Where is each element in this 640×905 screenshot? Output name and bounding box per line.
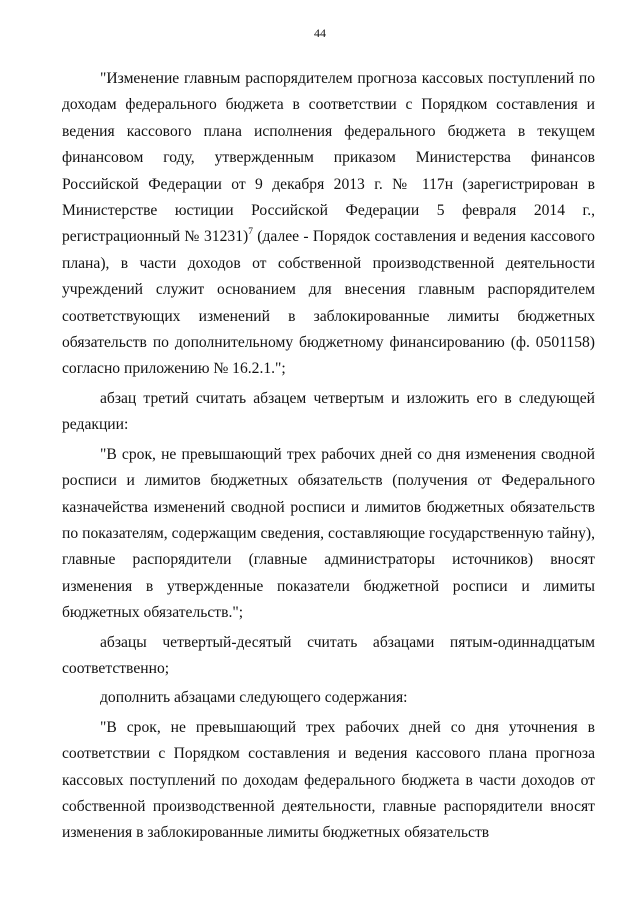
paragraph-5: дополнить абзацами следующего содержания: xyxy=(100,689,408,707)
paragraph-1-text: "Изменение главным распорядителем прогноза кассовых поступлений по доходам федерального бюджета в соответствии с Порядком составления и ведения кассового плана исполнения федерального бюджета в текущем финансовом году, утвержденным приказом Министерства финансов Российской Федерации от 9 декабря 2013 г. № 117н (зарегистрирован в Министерстве юстиции Российской Федерации 5 февраля 2014 г., регистрационный № 31231) xyxy=(62,70,595,246)
paragraph-6: "В срок, не превышающий трех рабочих дней со дня уточнения в соответствии с Порядком составления и ведения кассового плана прогноза кассовых поступлений по доходам федерального бюджета в части доходов от собственной производственной деятельности, главные распорядители вносят изменения в заблокированные лимиты бюджетных обязательств xyxy=(62,718,595,842)
paragraph-2: абзац третий считать абзацем четвертым и изложить его в следующей редакции: xyxy=(62,389,595,434)
document-body xyxy=(62,66,595,847)
paragraph-1 xyxy=(62,66,595,383)
paragraph-3: "В срок, не превышающий трех рабочих дней со дня изменения сводной росписи и лимитов бюджетных обязательств (получения от Федерального казначейства изменений сводной росписи и лимитов бюджетных обязательств по показателям, содержащим сведения, составляющие государственную тайну), главные распорядители (главные администраторы источников) вносят изменения в утвержденные показатели бюджетной росписи и лимиты бюджетных обязательств."; xyxy=(62,445,595,622)
page-number: 44 xyxy=(314,26,326,40)
paragraph-4: абзацы четвертый-десятый считать абзацами пятым-одиннадцатым соответственно; xyxy=(62,633,595,677)
paragraph-1-text-continued: (далее - Порядок составления и ведения кассового плана), в части доходов от собственной производственной деятельности учреждений служит основанием для внесения главным распорядителем соответствующих изменений в заблокированные лимиты бюджетных обязательств по дополнительному бюджетному финансированию (ф. 0501158) согласно приложению № 16.2.1."; xyxy=(62,228,595,378)
footnote-marker: 7 xyxy=(248,227,253,238)
